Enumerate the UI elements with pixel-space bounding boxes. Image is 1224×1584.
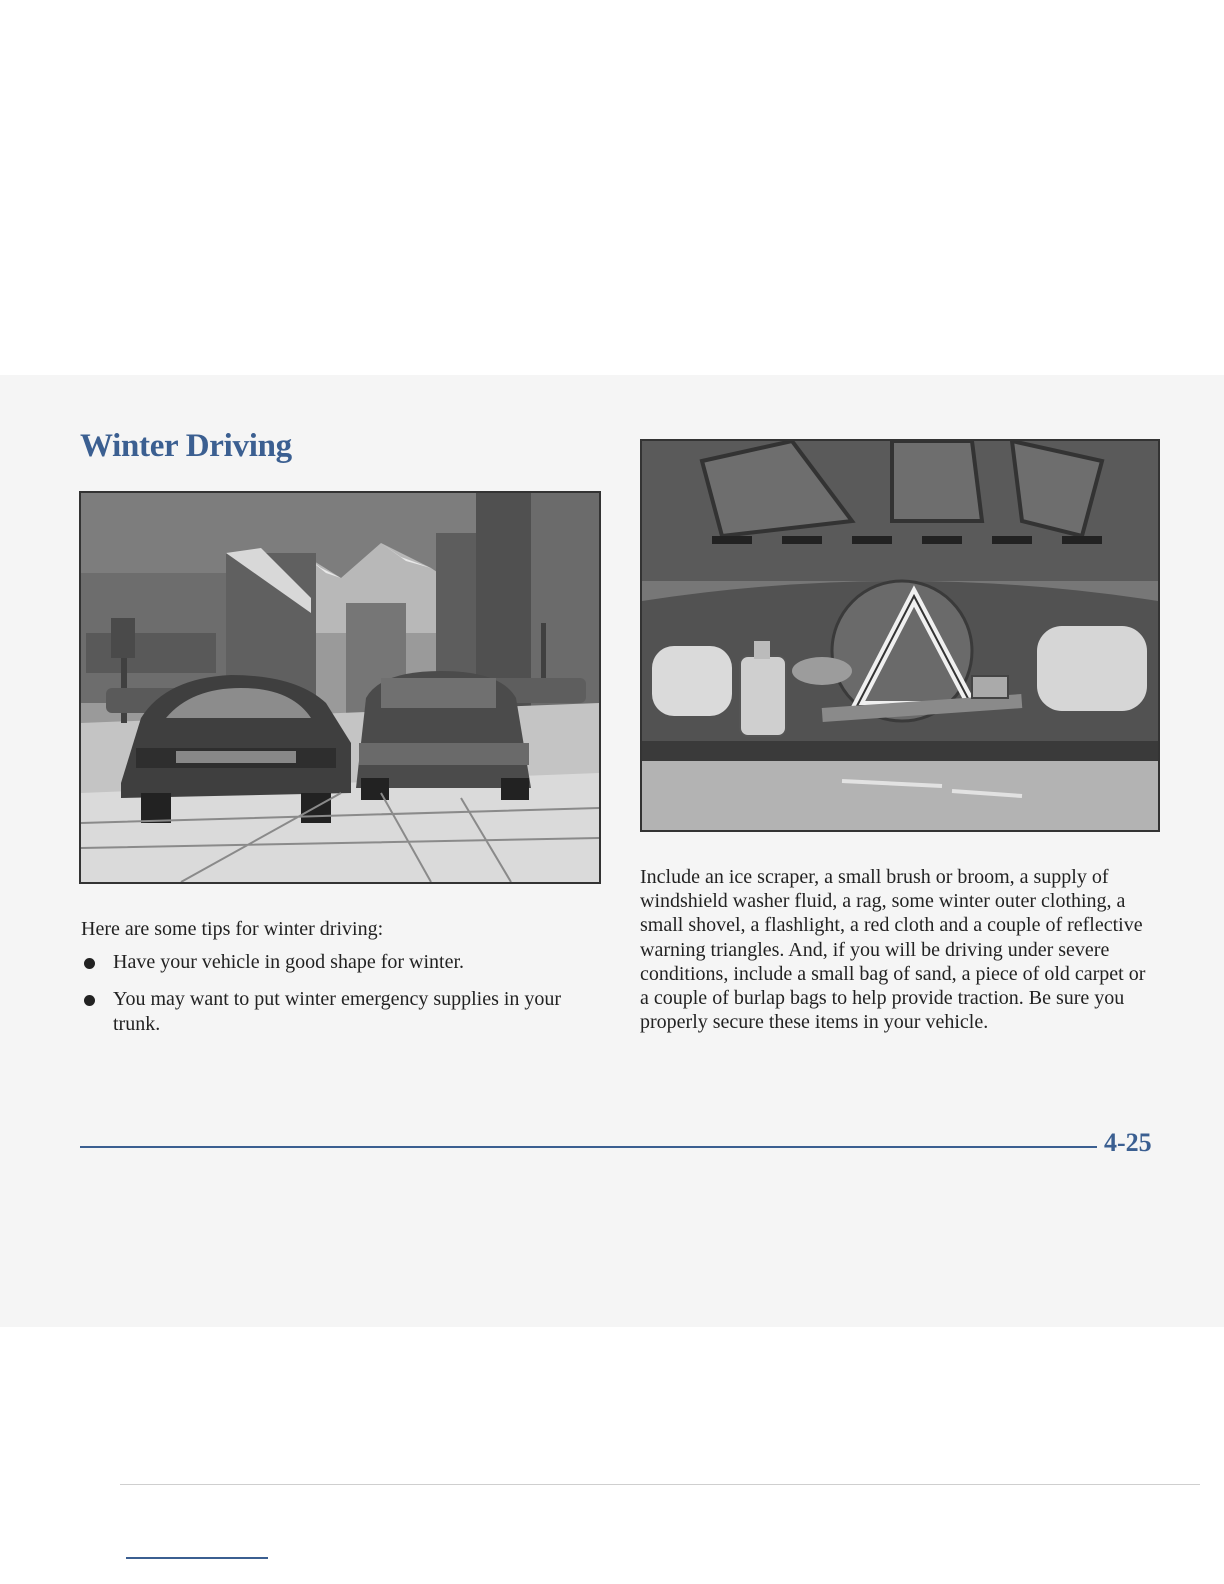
scan-edge-line — [120, 1484, 1200, 1485]
page-number: 4-25 — [1104, 1128, 1152, 1157]
page-title: Winter Driving — [80, 428, 292, 464]
list-item — [81, 987, 591, 1037]
tip-text: You may want to put winter emergency supplies in your trunk. — [113, 988, 562, 1035]
bullet-icon — [84, 995, 95, 1006]
tip-text: Have your vehicle in good shape for winter. — [113, 951, 465, 973]
trunk-supplies-illustration — [640, 439, 1160, 832]
footer-rule — [80, 1146, 1097, 1148]
intro-text: Here are some tips for winter driving: — [81, 918, 384, 940]
bullet-icon — [84, 958, 95, 969]
tips-list — [81, 950, 591, 1049]
supplies-paragraph: Include an ice scraper, a small brush or broom, a supply of windshield washer fluid, a rag, some winter outer clothing, a small shovel, a flashlight, a red cloth and a couple of reflective warning triangles. And, if you will be driving under severe conditions, include a small bag of sand, a piece of old carpet or a couple of burlap bags to help provide traction. Be sure you properly secure these items in your vehicle. — [640, 866, 1146, 1034]
winter-road-illustration — [79, 491, 601, 884]
list-item — [81, 950, 591, 975]
bottom-rule — [126, 1557, 268, 1559]
